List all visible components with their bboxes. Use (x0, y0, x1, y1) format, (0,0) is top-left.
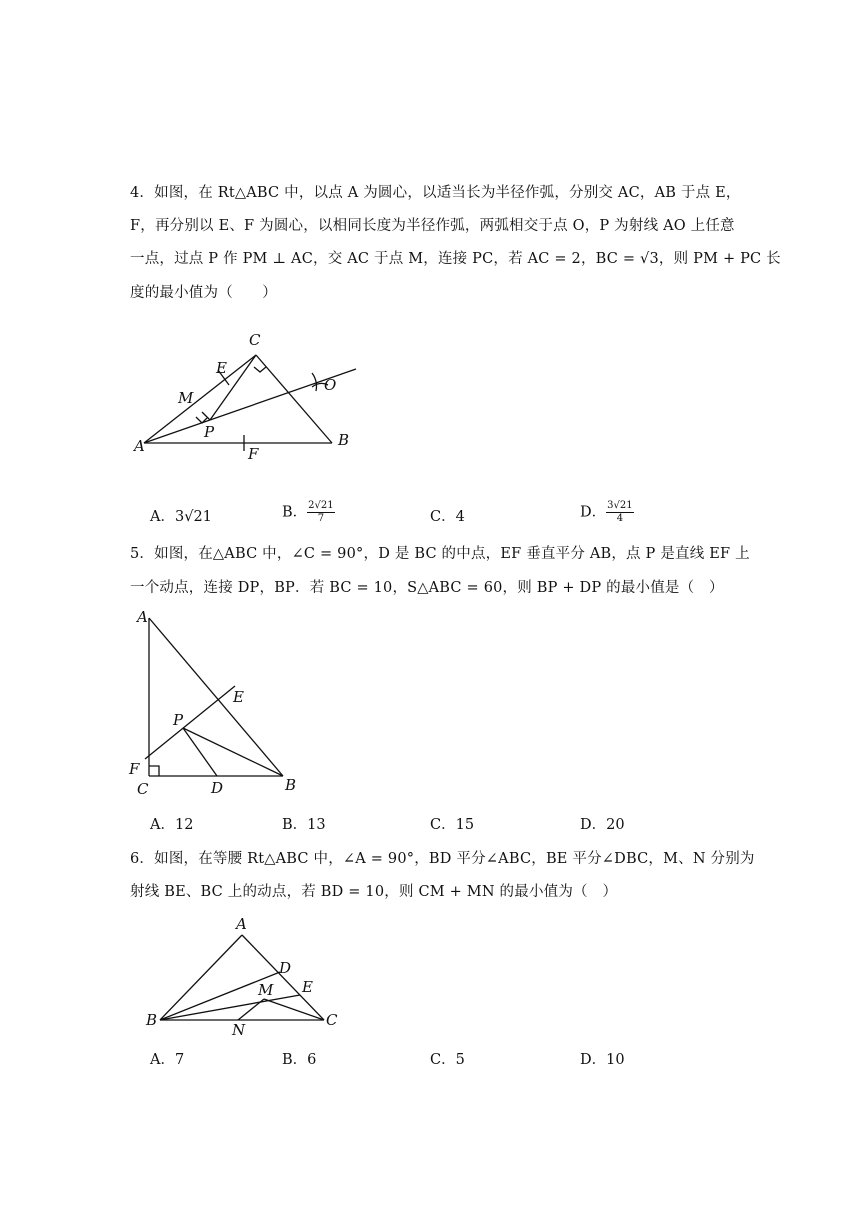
q6-label-e: E (302, 978, 313, 996)
q6-label-a: A (236, 915, 247, 933)
q4-option-d-fraction (606, 500, 633, 525)
q5-option-d[interactable]: D．20 (580, 817, 625, 833)
q6-segment-mn (238, 999, 264, 1020)
q5-line-ef (145, 686, 235, 759)
q4-option-b-numerator: 2√21 (308, 500, 334, 511)
q4-label-f: F (248, 445, 259, 463)
q6-option-a[interactable]: A．7 (150, 1052, 185, 1068)
q4-figure (130, 325, 370, 465)
q5-label-p: P (173, 711, 184, 729)
q4-option-b-fraction (307, 500, 334, 525)
q4-text-line-1: 4．如图，在 Rt△ABC 中，以点 A 为圆心，以适当长为半径作弧，分别交 AC，AB 于点 E， (130, 185, 741, 201)
q6-label-m: M (258, 981, 274, 999)
q4-label-c: C (249, 331, 261, 349)
q4-text-line-2: F，再分别以 E、F 为圆心，以相同长度为半径作弧，两弧相交于点 O，P 为射线 AO 上任意 (130, 218, 735, 234)
q4-option-d-prefix: D． (580, 504, 607, 521)
q6-text-line-1: 6．如图，在等腰 Rt△ABC 中，∠A = 90°，BD 平分∠ABC，BE 平分∠DBC，M、N 分别为 (130, 851, 755, 867)
q4-label-b: B (338, 431, 350, 449)
q5-segment-pb (183, 728, 283, 776)
q4-option-c[interactable] (430, 505, 465, 526)
q5-label-a: A (137, 608, 148, 626)
q6-option-d[interactable]: D．10 (580, 1052, 625, 1068)
q4-label-o: O (324, 376, 337, 394)
q4-text-line-4: 度的最小值为（ ） (130, 285, 277, 301)
q4-option-b-denominator: 7 (317, 513, 325, 524)
q5-text-line-2: 一个动点，连接 DP，BP．若 BC = 10，S△ABC = 60，则 BP + DP 的最小值是（ ） (130, 580, 724, 596)
q4-label-m: M (178, 389, 194, 407)
q4-option-a[interactable] (150, 505, 212, 526)
q6-label-b: B (146, 1011, 158, 1029)
q6-label-n: N (232, 1021, 246, 1039)
q5-segment-pd (183, 728, 217, 776)
q5-figure (125, 604, 325, 804)
q4-side-ac (144, 355, 256, 443)
q6-label-c: C (326, 1011, 338, 1029)
q4-label-p: P (204, 423, 215, 441)
q5-right-angle-c (149, 766, 159, 776)
q4-text-line-3: 一点，过点 P 作 PM ⊥ AC，交 AC 于点 M，连接 PC，若 AC = 2，BC = √3，则 PM + PC 长 (130, 251, 781, 267)
q4-label-a: A (134, 437, 145, 455)
q4-label-e: E (216, 359, 227, 377)
q5-label-b: B (285, 776, 297, 794)
q4-option-d[interactable] (580, 500, 634, 525)
q4-side-bc (256, 355, 332, 443)
q5-label-c: C (137, 780, 149, 798)
q5-option-b[interactable]: B．13 (282, 817, 326, 833)
q4-right-angle-c (254, 367, 266, 372)
q6-figure (140, 915, 360, 1045)
q4-option-c-prefix: C． (430, 509, 456, 525)
q4-option-a-value: 3√21 (174, 509, 212, 525)
q4-option-d-numerator: 3√21 (607, 500, 633, 511)
q4-option-b-prefix: B． (282, 504, 308, 521)
q6-label-d: D (279, 959, 292, 977)
q4-option-d-denominator: 4 (616, 513, 624, 524)
q4-option-c-value: 4 (455, 509, 465, 525)
q5-option-c[interactable]: C．15 (430, 817, 475, 833)
q5-option-a[interactable]: A．12 (150, 817, 194, 833)
q5-text-line-1: 5．如图，在△ABC 中，∠C = 90°，D 是 BC 的中点，EF 垂直平分 AB，点 P 是直线 EF 上 (130, 546, 750, 562)
q4-option-b[interactable] (282, 500, 335, 525)
q6-text-line-2: 射线 BE、BC 上的动点，若 BD = 10，则 CM + MN 的最小值为（ ） (130, 884, 618, 900)
q5-label-f: F (129, 760, 140, 778)
q6-segment-cm (264, 999, 324, 1020)
q4-option-a-prefix: A． (150, 509, 175, 525)
q5-label-d: D (211, 779, 224, 797)
q5-label-e: E (233, 688, 244, 706)
q6-option-c[interactable]: C．5 (430, 1052, 465, 1068)
q6-option-b[interactable]: B．6 (282, 1052, 317, 1068)
q5-side-ab (149, 618, 283, 776)
